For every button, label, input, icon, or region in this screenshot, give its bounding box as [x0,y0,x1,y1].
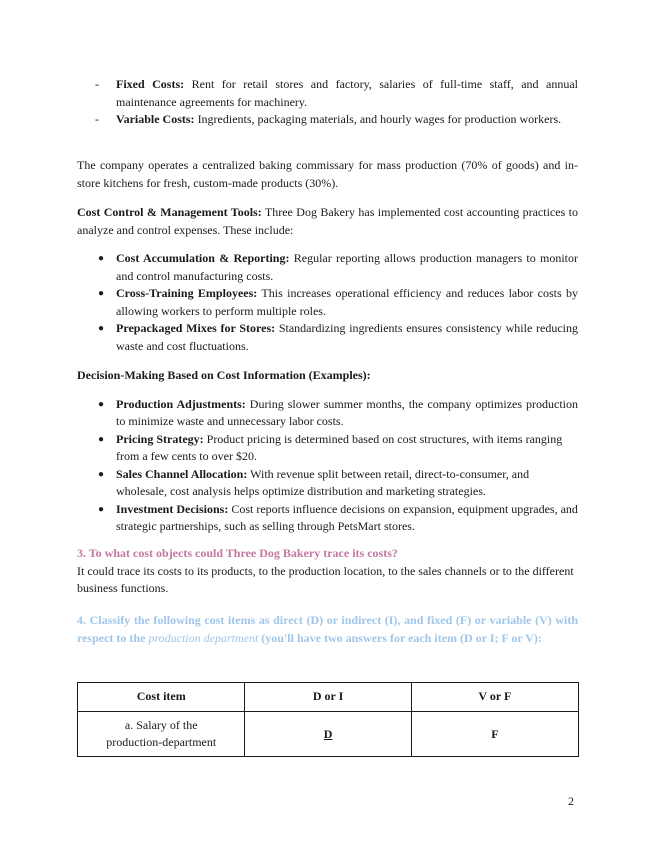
item-text: Standardizing ingredients ensures consistency while reducing waste and cost fluctuations. [116,321,578,353]
list-item [77,431,578,466]
cost-control-intro [77,204,578,239]
header-cost-item: Cost item [78,683,245,712]
bullet-marker: ● [98,398,105,410]
question-4-italic: production department [148,630,259,645]
item-text: This increases operational efficiency and reduces labor costs by allowing workers to perform multiple roles. [116,286,578,318]
variable-costs-label: Variable Costs: [116,112,195,126]
table-row [78,712,579,757]
cell-cost-item [78,712,245,757]
fixed-costs-text: Rent for retail stores and factory, salaries of full-time staff, and annual maintenance agreements for machinery. [116,77,578,109]
decision-section [77,367,578,536]
item-label: Pricing Strategy: [116,431,204,446]
bullet-marker: ● [98,468,105,480]
list-item [77,396,578,431]
bullet-marker: ● [98,323,105,334]
bullet-marker: ● [98,288,105,299]
cost-classification-table [77,682,579,757]
list-item [77,250,578,285]
bullet-marker: ● [98,503,105,515]
list-item [77,285,578,320]
page-number: 2 [568,794,574,808]
cost-control-text: Three Dog Bakery has implemented cost accounting practices to analyze and control expenses. These include: [77,205,578,237]
header-d-or-i: D or I [245,683,411,712]
item-label: Sales Channel Allocation: [116,466,248,481]
item-label: Cross-Training Employees: [116,286,258,300]
item-text: Cost reports influence decisions on expansion, equipment upgrades, and strategic partnerships, such as selling through PetsMart stores. [116,501,578,533]
item-text: Product pricing is determined based on cost structures, with items ranging from a few cents to over $20. [116,431,563,463]
item-text: During slower summer months, the company optimizes production to minimize waste and unnecessary labor costs. [116,396,578,428]
item-text: Regular reporting allows production managers to monitor and control manufacturing costs. [116,251,578,283]
header-v-or-f: V or F [411,683,578,712]
list-item [77,320,578,355]
variable-costs-text: Ingredients, packaging materials, and hourly wages for production workers. [194,112,562,126]
cost-type-list [77,76,578,129]
list-item [77,466,578,501]
decision-heading: Decision-Making Based on Cost Information (Examples): [77,368,371,382]
question-3-answer: It could trace its costs to its products, to the production location, to the sales channels or to the different business functions. [77,563,574,595]
table-header-row [78,683,579,712]
bullet-marker: ● [98,253,105,264]
item-label: Production Adjustments: [116,396,246,411]
list-item-fixed-costs [77,76,578,111]
bullet-marker: ● [98,433,105,445]
fixed-costs-label: Fixed Costs: [116,77,185,91]
dash-marker: - [95,77,99,91]
v-or-f-value: F [491,726,499,741]
cell-v-or-f [411,712,578,757]
item-text: With revenue split between retail, direct-to-consumer, and wholesale, cost analysis helps optimize distribution and marketing strategies. [116,466,530,498]
dash-marker: - [95,112,99,126]
cost-item-line1: a. Salary of the [124,718,198,732]
question-4-part1: 4. Classify the following cost items as direct (D) or indirect (I), and fixed (F) or variable (V) with respect to the [77,613,578,645]
question-4-part2: (you'll have two answers for each item (D or I; F or V): [258,630,542,645]
item-label: Investment Decisions: [116,501,229,516]
list-item-variable-costs [77,111,578,129]
question-3-section [77,545,578,598]
cost-control-label: Cost Control & Management Tools: [77,205,262,219]
question-4-heading [77,612,578,647]
item-label: Prepackaged Mixes for Stores: [116,321,276,335]
operations-paragraph: The company operates a centralized baking commissary for mass production (70% of goods) and in-store kitchens for fresh, custom-made products (30%). [77,158,578,190]
cost-control-section [77,204,578,355]
d-or-i-value: D [323,726,333,741]
item-label: Cost Accumulation & Reporting: [116,251,290,265]
cell-d-or-i [245,712,411,757]
question-3-heading: 3. To what cost objects could Three Dog Bakery trace its costs? [77,546,398,560]
list-item [77,501,578,536]
cost-item-line2: production-department [106,735,217,749]
